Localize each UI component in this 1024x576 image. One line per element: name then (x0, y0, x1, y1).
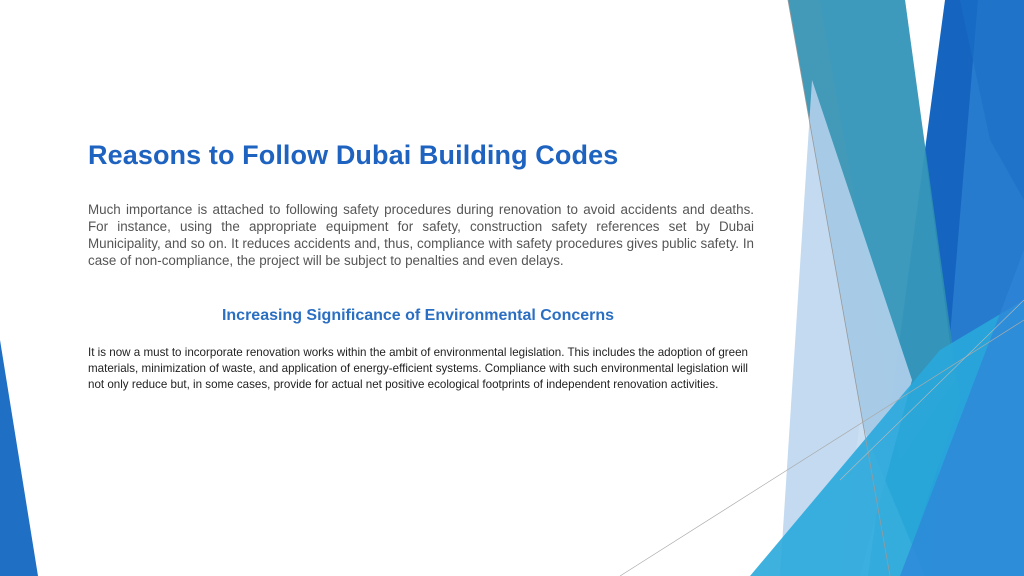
environment-paragraph: It is now a must to incorporate renovation works within the ambit of environmental legislation. This includes the adoption of green materials, minimization of waste, and application of energy-efficient systems. Compliance with such environmental legislation will not only reduce but, in some cases, provide for actual net positive ecological footprints of independent renovation activities. (88, 346, 748, 391)
safety-paragraph: Much importance is attached to following safety procedures during renovation to avoid accidents and deaths. For instance, using the appropriate equipment for safety, construction safety references set by Dubai Municipality, and so on. It reduces accidents and, thus, compliance with safety procedures gives public safety. In case of non-compliance, the project will be subject to penalties and even delays. (88, 202, 754, 269)
slide-title: Reasons to Follow Dubai Building Codes (88, 140, 619, 170)
section-subtitle: Increasing Significance of Environmental Concerns (221, 307, 615, 324)
